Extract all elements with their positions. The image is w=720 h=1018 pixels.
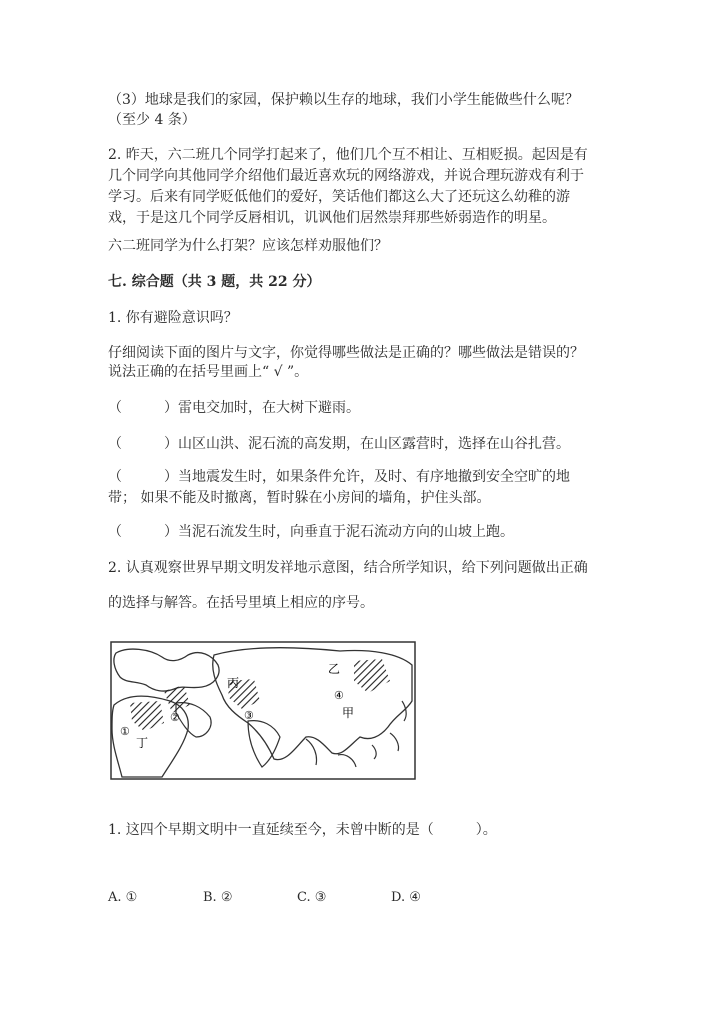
map-label-ding: 丁 [136, 736, 149, 750]
map-label-1: ① [120, 725, 130, 738]
world-civilization-map [110, 641, 416, 780]
map-label-yi: 乙 [328, 662, 341, 676]
map-label-bing: 丙 [227, 676, 240, 690]
judgement-item-2: （ ）山区山洪、泥石流的高发期，在山区露营时，选择在山谷扎营。 [108, 436, 570, 452]
option-b: B. ② [203, 890, 233, 905]
text-line: 戏，于是这几个同学反唇相讥，讥讽他们居然崇拜那些娇弱造作的明星。 [108, 210, 556, 226]
map-label-3: ③ [244, 709, 254, 722]
option-a: A. ① [108, 890, 138, 905]
option-d: D. ④ [391, 890, 421, 905]
judgement-item-3: （ ）当地震发生时，如果条件允许，及时、有序地撤到安全空旷的地 [108, 469, 570, 485]
judgement-item-1: （ ）雷电交加时，在大树下避雨。 [108, 400, 360, 416]
text-line: 几个同学向其他同学介绍他们最近喜欢玩的网络游戏，并说合理玩游戏有利于 [108, 168, 584, 184]
question-1: 1. 你有避险意识吗？ [108, 310, 238, 326]
judgement-item-4: （ ）当泥石流发生时，向垂直于泥石流动方向的山坡上跑。 [108, 524, 514, 540]
text-line: （3）地球是我们的家园，保护赖以生存的地球，我们小学生能做些什么呢？ [108, 92, 579, 108]
option-c: C. ③ [297, 890, 327, 905]
question-2: 2. 昨天，六二班几个同学打起来了，他们几个互不相让、互相贬损。起因是有 [108, 147, 588, 163]
text-line: 仔细阅读下面的图片与文字，你觉得哪些做法是正确的？哪些做法是错误的？ [108, 345, 584, 361]
text-line: 的选择与解答。在括号里填上相应的序号。 [108, 595, 374, 611]
text-line: （至少 4 条） [108, 112, 196, 128]
question-prompt: 六二班同学为什么打架？应该怎样劝服他们？ [108, 238, 388, 254]
sub-question-1: 1. 这四个早期文明中一直延续至今，未曾中断的是（ ）。 [108, 822, 497, 838]
text-line: 带； 如果不能及时撤离，暂时躲在小房间的墙角，护住头部。 [108, 490, 491, 506]
text-line: 说法正确的在括号里画上“ √ ”。 [108, 364, 309, 380]
text-line: 学习。后来有同学贬低他们的爱好，笑话他们都这么大了还玩这么幼稚的游 [108, 189, 570, 205]
map-label-2: ② [170, 711, 180, 724]
question-2-map: 2. 认真观察世界早期文明发祥地示意图，结合所学知识，给下列问题做出正确 [108, 560, 588, 576]
section-heading: 七. 综合题（共 3 题，共 22 分） [108, 274, 321, 290]
map-label-4: ④ [334, 689, 344, 702]
map-label-jia: 甲 [342, 706, 355, 720]
